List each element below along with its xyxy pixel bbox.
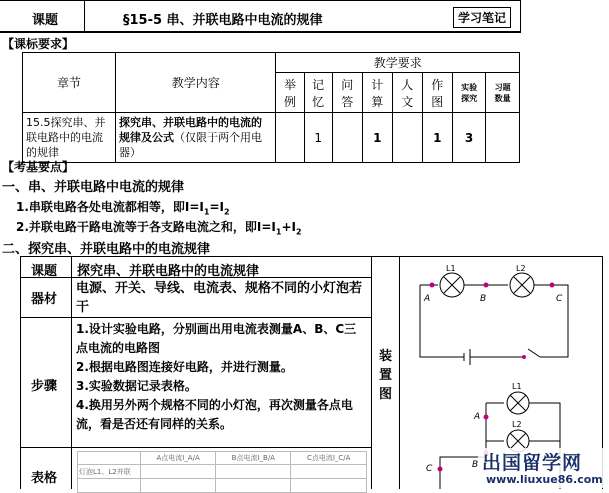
step-4: 4.换用另外两个规格不同的小灯泡，再次测量各点电流，看是否还有同样的关系。: [76, 398, 353, 431]
col-content: 教学内容: [116, 53, 276, 113]
col-requirement: 教学要求: [276, 53, 520, 73]
parallel-point-a: [484, 415, 489, 420]
record-header-b: B点电流I_B/A: [216, 452, 291, 465]
lab-equipment-label: 器材: [31, 292, 58, 307]
parallel-label-c: C: [426, 464, 433, 474]
record-row-1: 灯泡L1、L2并联: [78, 465, 141, 479]
notes-badge: 学习笔记: [453, 7, 511, 28]
subcol-humanities: 人 文: [392, 73, 422, 113]
rule-series: 1.串联电路各处电流都相等，即$I=I_1=I_2$: [16, 200, 230, 217]
row-content: 探究串、并联电路中的电流的规律及公式（仅限于两个用电器）: [116, 113, 276, 163]
rule-parallel: 2.并联电路干路电流等于各支路电流之和，即$I=I_1+I_2$: [16, 220, 302, 237]
lab-steps-label: 步骤: [31, 379, 58, 394]
device-diagram-label: 装置图: [378, 349, 392, 402]
lab-topic: 探究串、并联电路中的电流规律: [77, 264, 260, 279]
subcol-qa: 问 答: [332, 73, 362, 113]
series-label-a: A: [424, 294, 431, 304]
parallel-label-b: B: [472, 460, 479, 470]
header-label-cell: [0, 0, 85, 33]
subcol-memory: 记 忆: [304, 73, 332, 113]
series-label-l1: L1: [446, 264, 456, 273]
series-label-c: C: [556, 294, 563, 304]
series-point-c: [550, 283, 555, 288]
step-3: 3.实验数据记录表格。: [76, 379, 197, 393]
header-title-cell: [85, 0, 521, 33]
subcol-exercises: 习题 数量: [486, 73, 520, 113]
subcol-example: 举 例: [276, 73, 304, 113]
row-chapter: 15.5探究串、并联电路中的电流的规律: [23, 113, 116, 163]
step-2: 2.根据电路图连接好电路，并进行测量。: [76, 360, 293, 374]
lab-equipment: 电源、开关、导线、电流表、规格不同的小灯泡若干: [76, 281, 363, 315]
step-1: 1.设计实验电路，分别画出用电流表测量A、B、C三点电流的电路图: [76, 322, 357, 355]
val-memory: 1: [304, 113, 332, 163]
val-drawing: 1: [422, 113, 452, 163]
lab-table-label: 表格: [31, 471, 58, 486]
lab-steps: [76, 320, 368, 434]
section-1-title: 一、串、并联电路中电流的规律: [2, 180, 185, 195]
subcol-calc: 计 算: [362, 73, 392, 113]
series-circuit: [420, 273, 568, 365]
series-point-b: [484, 283, 489, 288]
parallel-point-c: [438, 467, 443, 472]
parallel-label-l1: L1: [512, 382, 522, 391]
watermark: [478, 448, 609, 488]
record-header-c: C点电流I_C/A: [291, 452, 367, 465]
val-exercises: [486, 113, 520, 163]
page-title: §15-5 串、并联电路中电流的规律: [123, 13, 323, 28]
record-header-0: [78, 452, 141, 465]
lab-topic-label: 课题: [31, 264, 58, 279]
series-point-a: [430, 283, 435, 288]
subcol-drawing: 作 图: [422, 73, 452, 113]
val-qa: [332, 113, 362, 163]
watermark-name: 出国留学网: [482, 452, 583, 474]
standards-table: [22, 52, 520, 163]
val-experiment: 3: [452, 113, 486, 163]
points-heading: 【考基要点】: [2, 160, 75, 174]
series-label-b: B: [480, 294, 487, 304]
val-humanities: [392, 113, 422, 163]
series-label-l2: L2: [516, 264, 526, 273]
header-label: 课题: [32, 13, 59, 28]
record-table: [77, 451, 367, 493]
record-header-a: A点电流I_A/A: [141, 452, 216, 465]
watermark-url: www.liuxue86.com: [486, 473, 603, 486]
col-chapter: 章节: [23, 53, 116, 113]
parallel-label-l2: L2: [512, 420, 522, 429]
section-2-title: 二、探究串、并联电路中的电流规律: [2, 242, 211, 257]
parallel-label-a: A: [474, 412, 481, 422]
val-calc: 1: [362, 113, 392, 163]
subcol-experiment: 实验 探究: [452, 73, 486, 113]
val-example: [276, 113, 304, 163]
standards-heading: 【课标要求】: [2, 37, 75, 51]
